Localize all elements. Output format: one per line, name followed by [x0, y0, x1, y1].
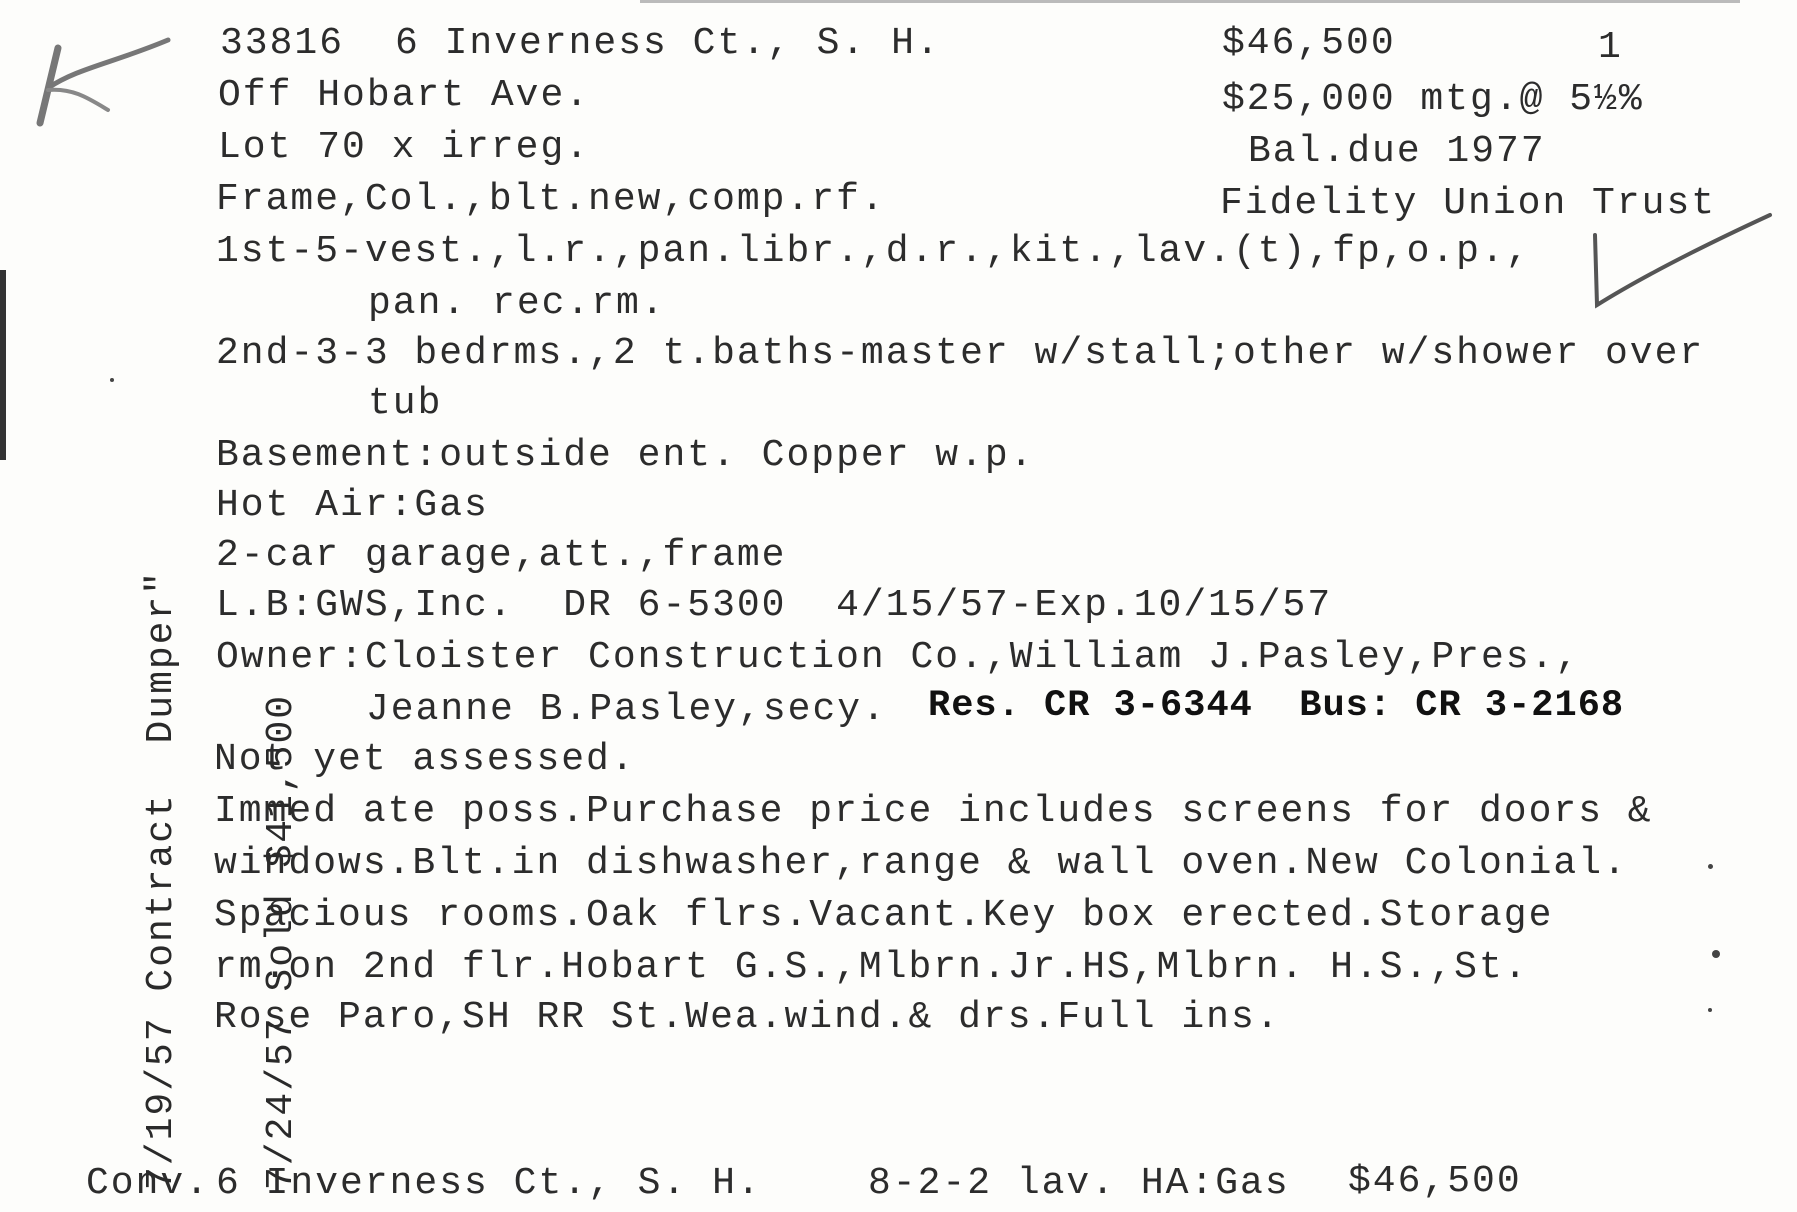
first-floor-cont: pan. rec.rm.: [368, 282, 666, 325]
card-number: 1: [1598, 26, 1623, 69]
footer-price: $46,500: [1348, 1160, 1522, 1203]
remarks-line: Immed ate poss.Purchase price includes screens for doors &: [214, 790, 1653, 833]
remarks-line: rm.on 2nd flr.Hobart G.S.,Mlbrn.Jr.HS,Mlbrn. H.S.,St.: [214, 946, 1529, 989]
property-address: 6 Inverness Ct., S. H.: [395, 22, 941, 65]
remarks-line: Rose Paro,SH RR St.Wea.wind.& drs.Full ins.: [214, 996, 1281, 1039]
list-price: $46,500: [1222, 22, 1396, 65]
speck: [110, 378, 114, 382]
balance-due: Bal.due 1977: [1248, 130, 1546, 173]
card-top-edge: [640, 0, 1740, 3]
speck: [1712, 950, 1720, 958]
check-mark-icon: [1585, 205, 1775, 315]
footer-address: 6 Inverness Ct., S. H.: [216, 1162, 762, 1205]
mortgage: $25,000 mtg.@ 5½%: [1222, 78, 1644, 121]
location: Off Hobart Ave.: [218, 74, 591, 117]
lot-size: Lot 70 x irreg.: [218, 126, 591, 169]
speck: [1708, 1008, 1712, 1012]
speck: [1708, 864, 1713, 869]
garage: 2-car garage,att.,frame: [216, 534, 787, 577]
contract-note: 7/19/57 Contract Dumper": [140, 569, 183, 1190]
owner-cont: Jeanne B.Pasley,secy.: [366, 688, 887, 731]
footer-type: Conv.: [86, 1162, 211, 1205]
card-left-edge: [0, 270, 6, 460]
phone-numbers: Res. CR 3-6344 Bus: CR 3-2168: [928, 685, 1625, 727]
listing-number: 33816: [220, 22, 345, 65]
basement: Basement:outside ent. Copper w.p.: [216, 434, 1035, 477]
listing-broker: L.B:GWS,Inc. DR 6-5300 4/15/57-Exp.10/15/57: [216, 584, 1333, 627]
handwritten-initial-icon: [18, 28, 178, 128]
second-floor: 2nd-3-3 bedrms.,2 t.baths-master w/stall;other w/shower over: [216, 332, 1705, 375]
first-floor: 1st-5-vest.,l.r.,pan.libr.,d.r.,kit.,lav.(t),fp,o.p.,: [216, 230, 1531, 273]
sold-note: 7/24/57 Sold $41,500: [260, 693, 303, 1190]
owner: Owner:Cloister Construction Co.,William J.Pasley,Pres.,: [216, 636, 1581, 679]
footer-rooms: 8-2-2 lav. HA:Gas: [868, 1162, 1290, 1205]
remarks-line: windows.Blt.in dishwasher,range & wall oven.New Colonial.: [214, 842, 1628, 885]
side-notes: [62, 570, 382, 1190]
assessment: Not yet assessed.: [214, 738, 636, 781]
lender: Fidelity Union Trust: [1220, 182, 1717, 225]
construction: Frame,Col.,blt.new,comp.rf.: [216, 178, 886, 221]
second-floor-cont: tub: [368, 382, 443, 425]
heating: Hot Air:Gas: [216, 484, 489, 527]
remarks-line: Spacious rooms.Oak flrs.Vacant.Key box erected.Storage: [214, 894, 1554, 937]
